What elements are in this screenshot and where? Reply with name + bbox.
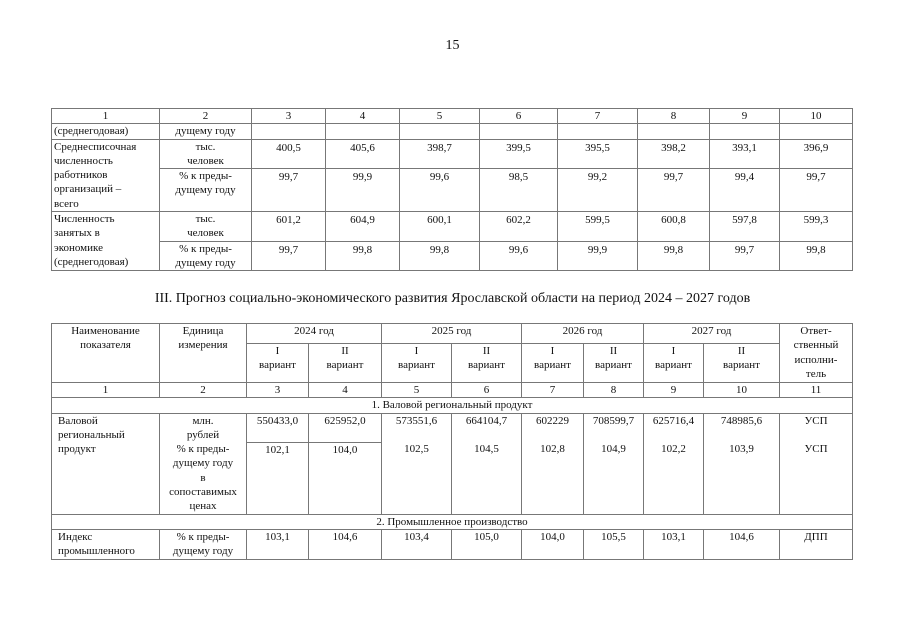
value-cell: 99,8 [780, 241, 853, 271]
header-variant: I вариант [247, 344, 309, 383]
table-row [52, 212, 853, 242]
value-cell: 105,0 [452, 529, 522, 559]
column-number: 5 [382, 383, 452, 398]
value-cell: 573551,6 [382, 413, 452, 442]
header-year: 2026 год [522, 324, 644, 344]
column-numbers-row [52, 383, 853, 398]
value-cell: 99,2 [558, 169, 638, 212]
value-cell: 104,6 [309, 529, 382, 559]
column-number: 1 [52, 109, 160, 124]
unit-cell: % к преды- дущему году в сопоставимых ценах [160, 442, 247, 514]
header-variant: II вариант [309, 344, 382, 383]
value-cell: 604,9 [326, 212, 400, 242]
column-number: 6 [480, 109, 558, 124]
value-cell: 405,6 [326, 139, 400, 169]
value-cell: 102,2 [644, 442, 704, 514]
column-number: 4 [309, 383, 382, 398]
value-cell: 99,6 [400, 169, 480, 212]
column-number: 11 [780, 383, 853, 398]
section-row [52, 398, 853, 413]
value-cell: 395,5 [558, 139, 638, 169]
value-cell: 602229 [522, 413, 584, 442]
table-row [52, 529, 853, 559]
value-cell: 99,8 [400, 241, 480, 271]
value-cell: 104,6 [704, 529, 780, 559]
column-number: 8 [638, 109, 710, 124]
value-cell: 99,8 [638, 241, 710, 271]
column-number: 3 [247, 383, 309, 398]
value-cell: 625716,4 [644, 413, 704, 442]
header-indicator: Наименование показателя [52, 324, 160, 383]
value-cell: 550433,0 [247, 413, 309, 442]
value-cell: 99,4 [710, 169, 780, 212]
column-number: 9 [644, 383, 704, 398]
value-cell: 748985,6 [704, 413, 780, 442]
responsible-cell: УСП [780, 442, 853, 514]
header-variant: II вариант [704, 344, 780, 383]
header-variant: I вариант [644, 344, 704, 383]
value-cell: 600,8 [638, 212, 710, 242]
value-cell: 102,5 [382, 442, 452, 514]
value-cell: 99,7 [780, 169, 853, 212]
indicator-name: Индекс промышленного [52, 529, 160, 559]
value-cell: 708599,7 [584, 413, 644, 442]
indicator-name: Валовой региональный продукт [52, 413, 160, 514]
column-number: 6 [452, 383, 522, 398]
table-row [52, 241, 853, 271]
value-cell: 399,5 [480, 139, 558, 169]
header-year: 2024 год [247, 324, 382, 344]
value-cell: 99,9 [326, 169, 400, 212]
column-number: 7 [558, 109, 638, 124]
page-number: 15 [445, 38, 460, 53]
unit-cell: дущему году [160, 124, 252, 139]
column-number: 5 [400, 109, 480, 124]
value-cell: 99,9 [558, 241, 638, 271]
value-cell: 99,6 [480, 241, 558, 271]
value-cell: 104,0 [522, 529, 584, 559]
column-number: 10 [780, 109, 853, 124]
value-cell: 398,7 [400, 139, 480, 169]
table-continued [51, 108, 853, 271]
value-cell: 599,5 [558, 212, 638, 242]
value-cell: 396,9 [780, 139, 853, 169]
value-cell: 99,8 [326, 241, 400, 271]
unit-cell: тыс. человек [160, 212, 252, 242]
value-cell: 103,1 [644, 529, 704, 559]
value-cell: 102,8 [522, 442, 584, 514]
header-year: 2025 год [382, 324, 522, 344]
indicator-name: (среднегодовая) [52, 124, 160, 139]
responsible-cell: ДПП [780, 529, 853, 559]
table-row [52, 413, 853, 442]
value-cell: 400,5 [252, 139, 326, 169]
column-number: 2 [160, 109, 252, 124]
section-heading: 2. Промышленное производство [52, 514, 853, 529]
forecast-table [51, 323, 853, 560]
table-row [52, 139, 853, 169]
value-cell: 597,8 [710, 212, 780, 242]
value-cell: 601,2 [252, 212, 326, 242]
section-title: III. Прогноз социально-экономического развития Ярославской области на период 2024 – 2027 годов [154, 291, 751, 306]
value-cell: 99,7 [638, 169, 710, 212]
header-variant: II вариант [452, 344, 522, 383]
value-cell: 103,9 [704, 442, 780, 514]
value-cell: 99,7 [252, 241, 326, 271]
column-number: 1 [52, 383, 160, 398]
column-number: 3 [252, 109, 326, 124]
header-variant: I вариант [522, 344, 584, 383]
unit-cell: % к преды- дущему году [160, 529, 247, 559]
column-number: 7 [522, 383, 584, 398]
column-number: 10 [704, 383, 780, 398]
value-cell: 103,1 [247, 529, 309, 559]
value-cell: 98,5 [480, 169, 558, 212]
value-cell: 600,1 [400, 212, 480, 242]
value-cell: 104,5 [452, 442, 522, 514]
value-cell: 393,1 [710, 139, 780, 169]
header-variant: I вариант [382, 344, 452, 383]
table-row [52, 442, 853, 514]
value-cell: 99,7 [252, 169, 326, 212]
value-cell: 104,0 [309, 442, 382, 514]
column-number: 8 [584, 383, 644, 398]
header-year: 2027 год [644, 324, 780, 344]
value-cell: 664104,7 [452, 413, 522, 442]
column-number: 9 [710, 109, 780, 124]
responsible-cell: УСП [780, 413, 853, 442]
unit-cell: млн. рублей [160, 413, 247, 442]
section-row [52, 514, 853, 529]
value-cell: 105,5 [584, 529, 644, 559]
unit-cell: тыс. человек [160, 139, 252, 169]
unit-cell: % к преды- дущему году [160, 169, 252, 212]
indicator-name: Среднесписочная численность работников организаций – всего [52, 139, 160, 212]
value-cell: 102,1 [247, 442, 309, 514]
value-cell: 103,4 [382, 529, 452, 559]
value-cell: 599,3 [780, 212, 853, 242]
section-heading: 1. Валовой региональный продукт [52, 398, 853, 413]
indicator-name: Численность занятых в экономике (среднегодовая) [52, 212, 160, 271]
table-row [52, 124, 853, 139]
header-responsible: Ответ- ственный исполни- тель [780, 324, 853, 383]
header-row [52, 109, 853, 124]
column-number: 2 [160, 383, 247, 398]
header-unit: Единица измерения [160, 324, 247, 383]
table-row [52, 169, 853, 212]
header-variant: II вариант [584, 344, 644, 383]
header-row [52, 324, 853, 344]
unit-cell: % к преды- дущему году [160, 241, 252, 271]
value-cell: 104,9 [584, 442, 644, 514]
value-cell: 99,7 [710, 241, 780, 271]
column-number: 4 [326, 109, 400, 124]
value-cell: 602,2 [480, 212, 558, 242]
value-cell: 625952,0 [309, 413, 382, 442]
value-cell: 398,2 [638, 139, 710, 169]
